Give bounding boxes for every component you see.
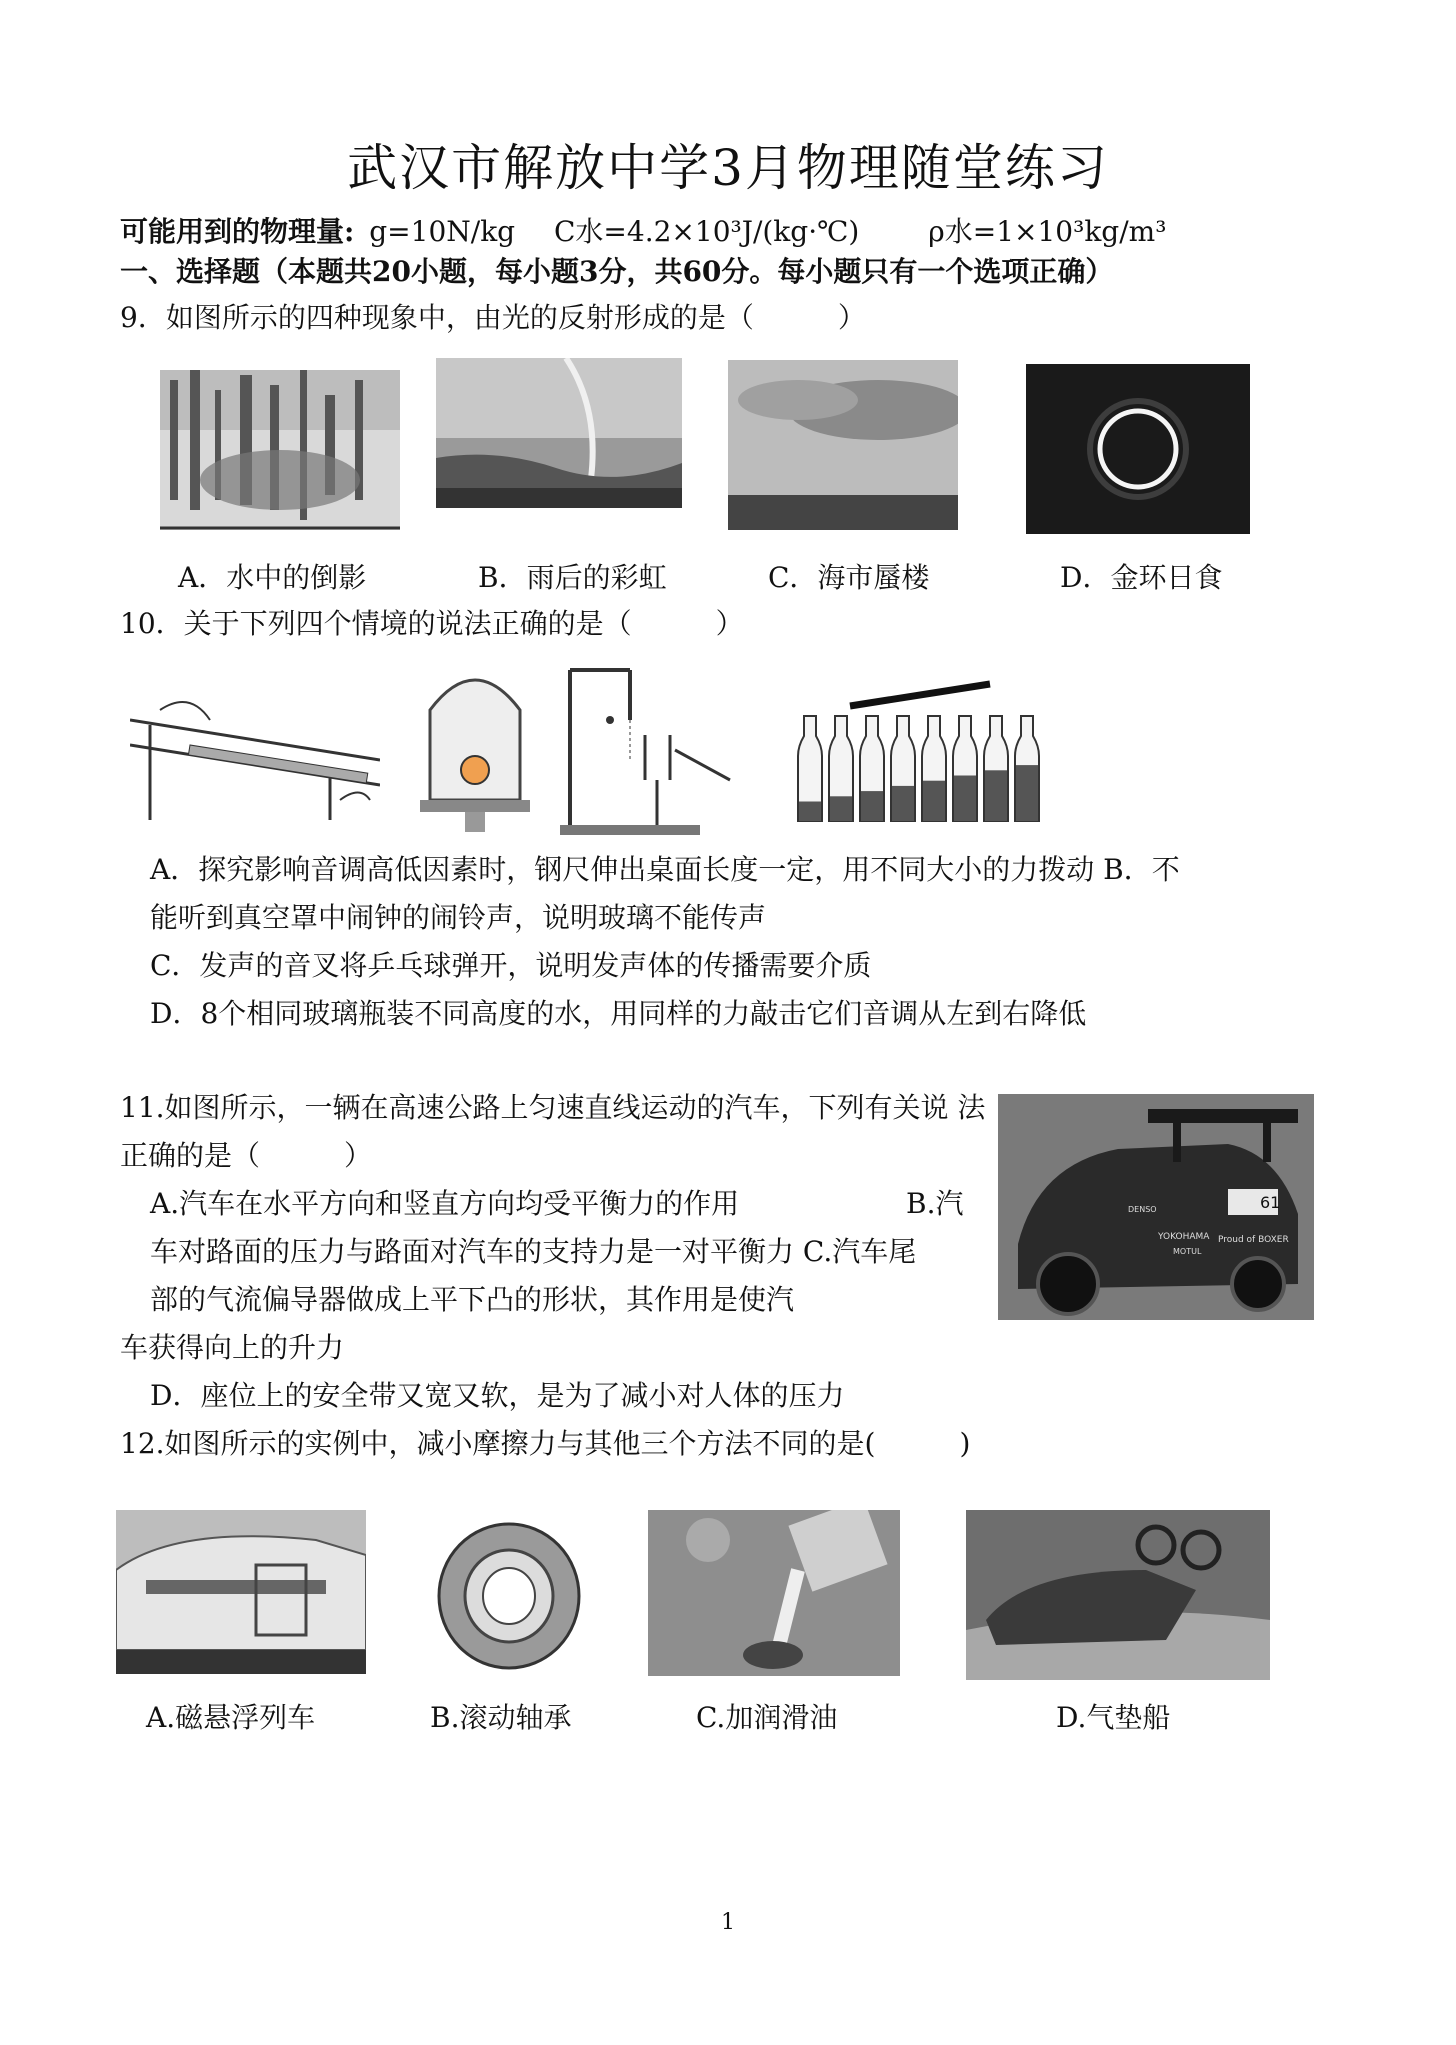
- section-header: 一、选择题（本题共20小题，每小题3分，共60分。每小题只有一个选项正确）: [120, 255, 1114, 288]
- glass-bottle: [860, 716, 884, 821]
- glass-bottle: [829, 716, 853, 821]
- q11-line-8: D．座位上的安全带又宽又软，是为了减小对人体的压力: [150, 1379, 845, 1412]
- q11-figure-race-car: [998, 1094, 1314, 1320]
- q10-figure-tuning-fork: [550, 660, 750, 840]
- q9-option-a: A．水中的倒影: [178, 561, 367, 594]
- q9-option-b: B．雨后的彩虹: [478, 561, 667, 594]
- q9-option-d: D．金环日食: [1060, 561, 1223, 594]
- page-number: 1: [721, 1910, 735, 1935]
- q11-line-3: A.汽车在水平方向和竖直方向均受平衡力的作用: [150, 1187, 740, 1220]
- q11-line-4: B.汽: [906, 1187, 964, 1220]
- page-title: 武汉市解放中学3月物理随堂练习: [347, 139, 1109, 197]
- q10-line-3: C．发声的音叉将乒乓球弹开，说明发声体的传播需要介质: [150, 949, 872, 982]
- glass-bottle: [953, 716, 977, 821]
- car-text-denso: DENSO: [1128, 1205, 1157, 1214]
- q10-line-4: D．8个相同玻璃瓶装不同高度的水，用同样的力敲击它们音调从左到右降低: [150, 997, 1087, 1030]
- q9-figure-mirage: [728, 360, 958, 530]
- q11-line-6: 部的气流偏导器做成上平下凸的形状，其作用是使汽: [150, 1283, 795, 1316]
- q12-figure-maglev: [116, 1510, 366, 1674]
- q10-line-1: A．探究影响音调高低因素时，钢尺伸出桌面长度一定，用不同大小的力拨动 B．不: [150, 853, 1180, 886]
- q12-option-c: C.加润滑油: [696, 1701, 838, 1734]
- glass-bottle: [1015, 716, 1039, 821]
- q9-option-c: C．海市蜃楼: [768, 561, 930, 594]
- glass-bottle: [984, 716, 1008, 821]
- q11-line-5: 车对路面的压力与路面对汽车的支持力是一对平衡力 C.汽车尾: [150, 1235, 917, 1268]
- car-text-yokohama: YOKOHAMA: [1158, 1232, 1210, 1242]
- q12-figure-bearing: [424, 1516, 594, 1676]
- glass-bottle: [922, 716, 946, 821]
- q9-stem: 9．如图所示的四种现象中，由光的反射形成的是（ ）: [120, 301, 866, 334]
- q9-figure-rainbow: [436, 358, 682, 508]
- q12-option-d: D.气垫船: [1056, 1701, 1171, 1734]
- constant-g: g=10N/kg: [369, 215, 516, 248]
- q9-figure-reflection: [160, 370, 400, 530]
- q10-stem: 10．关于下列四个情境的说法正确的是（ ）: [120, 607, 744, 640]
- constant-c-water: C水=4.2×10³J/(kg·℃): [554, 215, 860, 248]
- q10-line-2: 能听到真空罩中闹钟的闹铃声，说明玻璃不能传声: [150, 901, 767, 934]
- constants-label: 可能用到的物理量:: [120, 215, 355, 248]
- q12-option-a: A.磁悬浮列车: [146, 1701, 316, 1734]
- q12-option-b: B.滚动轴承: [430, 1701, 572, 1734]
- q11-line-2: 正确的是（ ）: [120, 1139, 373, 1172]
- q12-stem: 12.如图所示的实例中，减小摩擦力与其他三个方法不同的是( ): [120, 1427, 971, 1460]
- q12-figure-lubricant: [648, 1510, 900, 1676]
- q11-line-7: 车获得向上的升力: [120, 1331, 345, 1364]
- q10-figure-bottles: [790, 676, 1050, 826]
- car-text-proud: Proud of BOXER: [1218, 1235, 1289, 1245]
- q10-figure-bell-jar: [420, 660, 530, 840]
- q11-line-1: 11.如图所示，一辆在高速公路上匀速直线运动的汽车，下列有关说 法: [120, 1091, 986, 1124]
- car-text-motul: MOTUL: [1173, 1247, 1202, 1256]
- constants-line: [120, 210, 1166, 250]
- car-number-badge: 61: [1260, 1193, 1281, 1212]
- striking-rod: [850, 684, 990, 706]
- q10-figure-ruler: [130, 690, 380, 820]
- glass-bottle: [891, 716, 915, 821]
- glass-bottle: [798, 716, 822, 821]
- q12-figure-hovercraft: [966, 1510, 1270, 1680]
- constant-rho-water: ρ水=1×10³kg/m³: [928, 215, 1167, 248]
- q9-figure-eclipse: [1026, 364, 1250, 534]
